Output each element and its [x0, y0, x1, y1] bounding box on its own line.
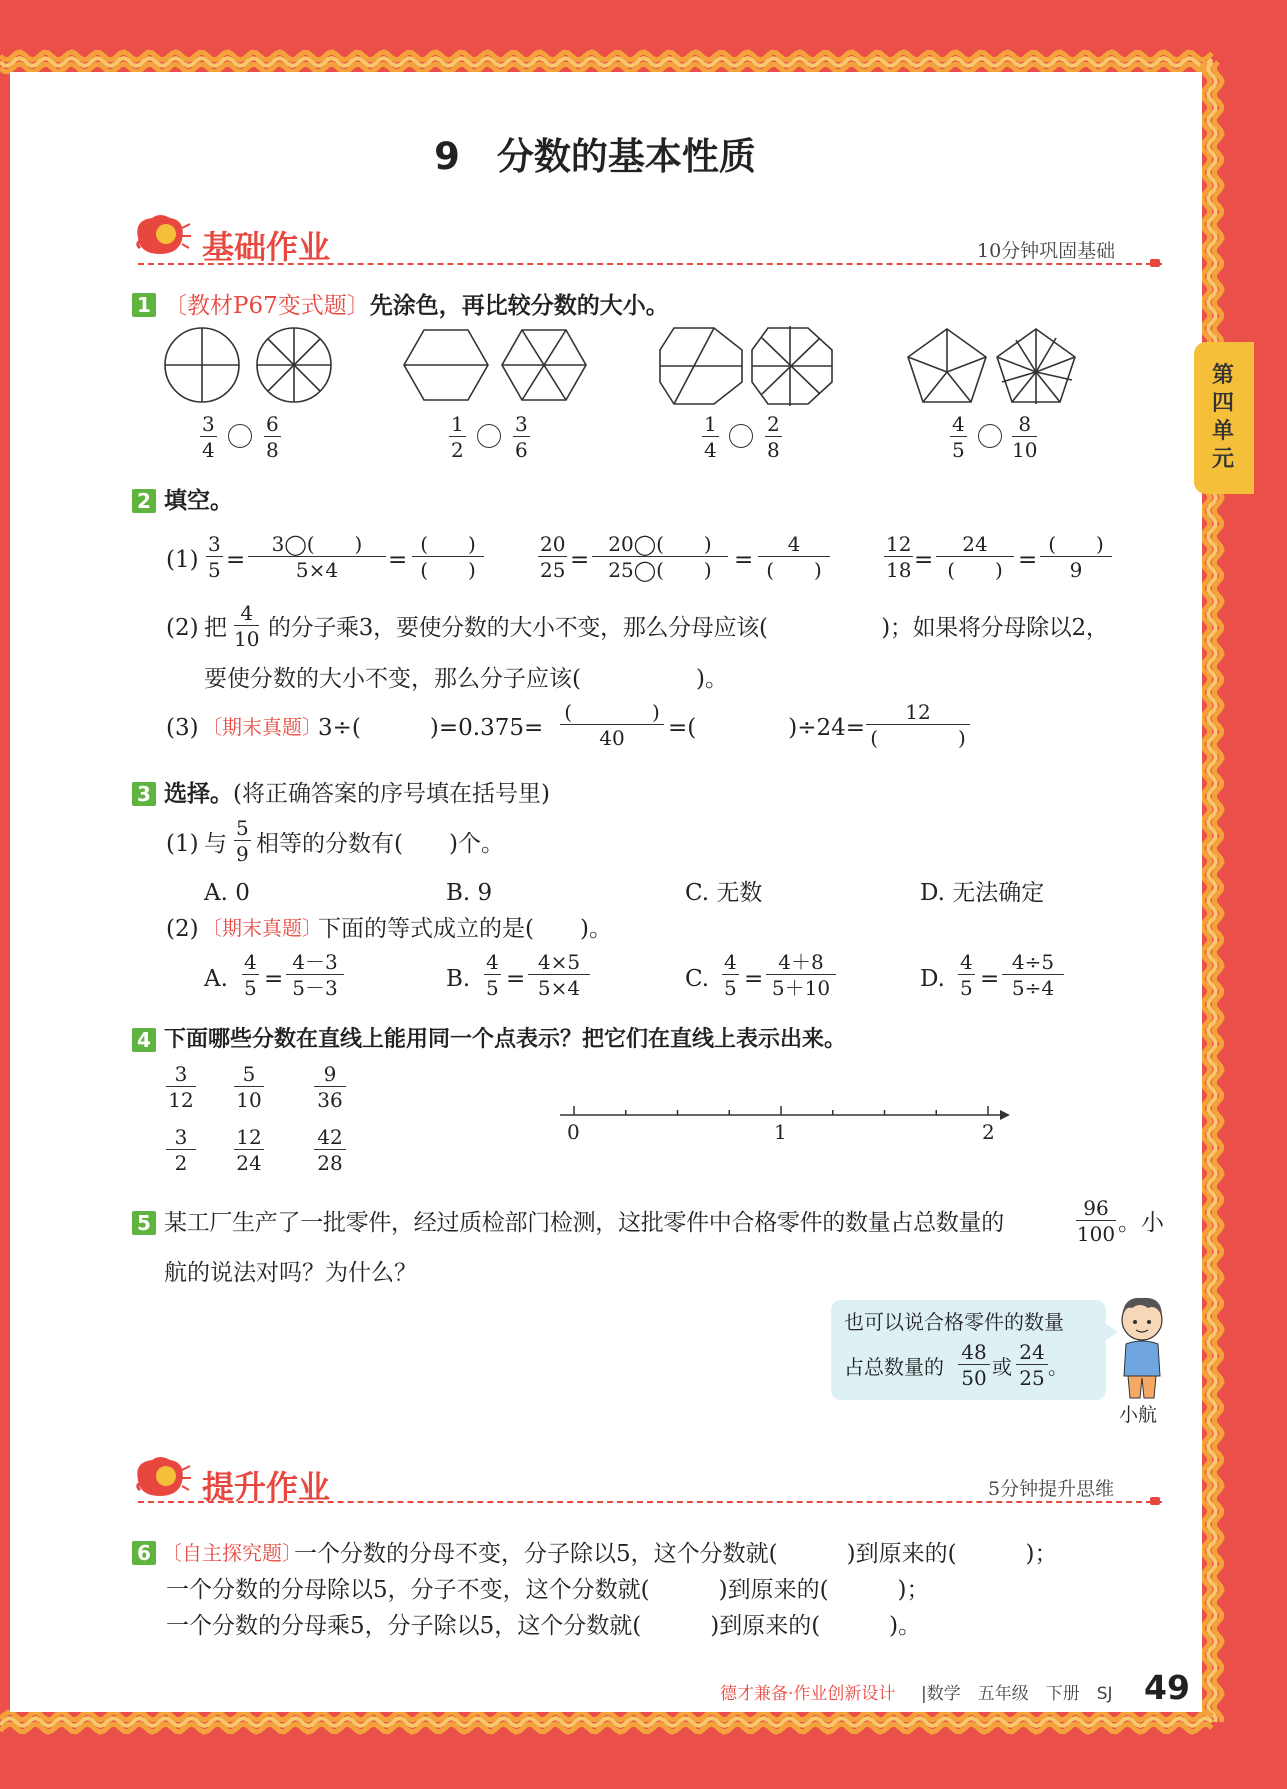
- fraction: 6 8: [266, 412, 279, 462]
- question-tag: 〔自主探究题〕: [162, 1541, 302, 1565]
- fraction: 3 12: [166, 1064, 196, 1110]
- character-name: 小航: [1119, 1404, 1158, 1426]
- axis-label: 0: [567, 1120, 580, 1144]
- question-number: 1: [132, 293, 156, 317]
- section-divider: [138, 263, 1162, 265]
- fraction: 42 28: [314, 1127, 346, 1173]
- sub-question-label: (3): [166, 715, 199, 741]
- fraction: 4 5: [724, 950, 737, 1000]
- fraction[interactable]: 3◯( ) 5×4: [248, 534, 386, 580]
- sub-question-label: (1): [166, 547, 199, 573]
- fraction[interactable]: 12 ( ): [866, 702, 970, 748]
- fraction: 4＋8 5＋10: [766, 952, 836, 998]
- fraction: 96 100: [1076, 1196, 1116, 1246]
- question-number: 6: [132, 1541, 156, 1565]
- page-title: 9 分数的基本性质: [434, 135, 756, 178]
- question-number: 5: [132, 1211, 156, 1235]
- footer-brand: 德才兼备·作业创新设计: [720, 1684, 896, 1704]
- fraction: 4 5: [244, 950, 257, 1000]
- fraction: 4 10: [234, 601, 260, 651]
- fraction: 8 10: [1012, 412, 1038, 462]
- section-title-basic: 基础作业: [202, 228, 331, 266]
- compare-circle[interactable]: [477, 424, 501, 448]
- sub-question-label: (2): [166, 615, 199, 641]
- compare-circle[interactable]: [978, 424, 1002, 448]
- sub-question-text: 要使分数的大小不变，那么分子应该( )。: [204, 666, 728, 692]
- question-text: 某工厂生产了一批零件，经过质检部门检测，这批零件中合格零件的数量占总数量的: [164, 1210, 1004, 1236]
- fraction: 1 2: [451, 412, 464, 462]
- question-text: 一个分数的分母乘5，分子除以5，这个分数就( )到原来的( )。: [166, 1613, 922, 1639]
- question-tag: 〔期末真题〕: [202, 715, 322, 739]
- fraction: 4×5 5×4: [528, 952, 590, 998]
- unit-tab-label: 第四单元: [1211, 363, 1234, 472]
- question-prompt: 下面哪些分数在直线上能用同一个点表示？把它们在直线上表示出来。: [164, 1027, 847, 1052]
- fraction: 1 4: [704, 412, 717, 462]
- sub-question-label: (2): [166, 916, 199, 942]
- fraction[interactable]: 24 ( ): [936, 534, 1014, 580]
- question-prompt: 先涂色，再比较分数的大小。: [369, 293, 669, 319]
- fraction: 9 36: [314, 1064, 346, 1110]
- footer-info: |数学 五年级 下册 SJ: [921, 1684, 1113, 1704]
- divider-end-mark: [1150, 1497, 1160, 1505]
- section-title-advanced: 提升作业: [202, 1468, 331, 1506]
- fraction: 5 9: [236, 816, 249, 866]
- section-note-advanced: 5分钟提升思维: [988, 1478, 1115, 1500]
- fraction: 4÷5 5÷4: [1002, 952, 1064, 998]
- fraction: 3 2: [166, 1127, 196, 1173]
- bubble-text: 也可以说合格零件的数量: [844, 1310, 1064, 1334]
- apple-icon: [130, 208, 192, 258]
- fraction[interactable]: ( ) 9: [1040, 534, 1112, 580]
- fraction: 3 4: [202, 412, 215, 462]
- section-note-basic: 10分钟巩固基础: [977, 240, 1116, 262]
- worksheet-page: 第四单元 9 分数的基本性质 基础作业 10分钟巩固基础 1 〔教材P67变式题〕先涂色，再比较分数的大小。 3 4 6 8 1 2 3 6 1 4 2 8 4 5 8 10 2 填空。 (1) 3 5 = 3◯( ) 5×4 = ( ) ( ) 20 25 = 20◯( ) 25◯( ) = 4 ( ) 12 18 = 24 ( ) = ( ) 9 (2) 把 4 10 的分子乘3，要使分数的大小不变，那么分母应该( )；如果将分母除以2， 要使分数的大小不变，那么分子应该( )。 (3) 〔期末真题〕 3÷( )=0.375= ( ) 40 =( )÷24= 12 ( ) 3 选择。(将正确答案的序号填在括号里) (1) 与 5 9 相等的分数有( )个。 A. 0 B. 9 C. 无数 D. 无法确定 (2) 〔期末真题〕 下面的等式成立的是( )。 A. 4 5 = 4－3 5－3 B. 4 5 = 4×5 5×4 C. 4 5 = 4＋8 5＋10 D. 4 5 = 4÷5 5÷4 4 下面哪些分数在直线上能用同一个点表示？把它们在直线上表示出来。 3 12 5 10 9 36 3 2 12 24 42 28 0 1 2 5 某工厂生产了一批零件，经过质检部门检测，这批零件中合格零件的数量占总数量的 96 100 。小 航的说法对吗？为什么？ 也可以说合格零件的数量 占总数量的 48 50 或 24 25 。 小航 提升作业 5分钟提升思维 6 〔自主探究题〕 一个分数的分母不变，分子除以5，这个分数就( )到原来的( )； 一个分数的分母除以5，分子不变，这个分数就( )到原来的( )； 一个分数的分母乘5，分子除以5，这个分数就( )到原来的( )。 德才兼备·作业创新设计 |数学 五年级 下册 SJ 49: [0, 0, 1287, 1789]
- question-number: 3: [132, 782, 156, 806]
- fraction: 4 5: [486, 950, 499, 1000]
- question-text: 选择。(将正确答案的序号填在括号里): [164, 781, 550, 807]
- fraction: 3 6: [515, 412, 528, 462]
- fraction: 3 5: [208, 532, 221, 582]
- boy-character-icon: [1112, 1294, 1172, 1404]
- fraction: 4－3 5－3: [286, 952, 344, 998]
- choice-option[interactable]: C. 无数: [685, 880, 763, 906]
- choice-option[interactable]: B. 9: [446, 880, 493, 906]
- sub-question-text: 的分子乘3，要使分数的大小不变，那么分母应该( )；如果将分母除以2，: [268, 615, 1109, 641]
- question-text: 航的说法对吗？为什么？: [164, 1260, 417, 1286]
- sub-question-label: (1): [166, 831, 199, 857]
- compare-circle[interactable]: [228, 424, 252, 448]
- divider-end-mark: [1150, 259, 1160, 267]
- axis-label: 1: [774, 1120, 787, 1144]
- apple-icon: [130, 1450, 192, 1500]
- fraction: 20 25: [540, 532, 566, 582]
- question-tag: 〔教材P67变式题〕: [164, 293, 370, 319]
- fraction[interactable]: 4 ( ): [758, 534, 830, 580]
- fraction: 48 50: [958, 1342, 990, 1388]
- question-number: 2: [132, 489, 156, 513]
- question-text: 一个分数的分母除以5，分子不变，这个分数就( )到原来的( )；: [166, 1577, 930, 1603]
- fraction: 5 10: [234, 1064, 264, 1110]
- question-prompt: 填空。: [164, 488, 233, 514]
- fraction[interactable]: 20◯( ) 25◯( ): [592, 534, 728, 580]
- fraction: 12 18: [886, 532, 912, 582]
- page-number: 49: [1144, 1668, 1190, 1707]
- fraction: 12 24: [234, 1127, 264, 1173]
- choice-option[interactable]: D. 无法确定: [920, 880, 1045, 906]
- question-text: [164, 295, 669, 318]
- fraction[interactable]: ( ) 40: [560, 702, 664, 748]
- fraction: 4 5: [960, 950, 973, 1000]
- shape-figures: [0, 320, 1180, 410]
- question-text: 一个分数的分母不变，分子除以5，这个分数就( )到原来的( )；: [294, 1541, 1058, 1567]
- fraction[interactable]: ( ) ( ): [412, 534, 484, 580]
- question-number: 4: [132, 1028, 156, 1052]
- choice-option[interactable]: A. 0: [204, 880, 250, 906]
- compare-circle[interactable]: [729, 424, 753, 448]
- fraction: 2 8: [767, 412, 780, 462]
- question-tag: 〔期末真题〕: [202, 916, 322, 940]
- section-divider: [138, 1501, 1162, 1503]
- fraction: 24 25: [1016, 1342, 1048, 1388]
- fraction: 4 5: [952, 412, 965, 462]
- axis-label: 2: [982, 1120, 995, 1144]
